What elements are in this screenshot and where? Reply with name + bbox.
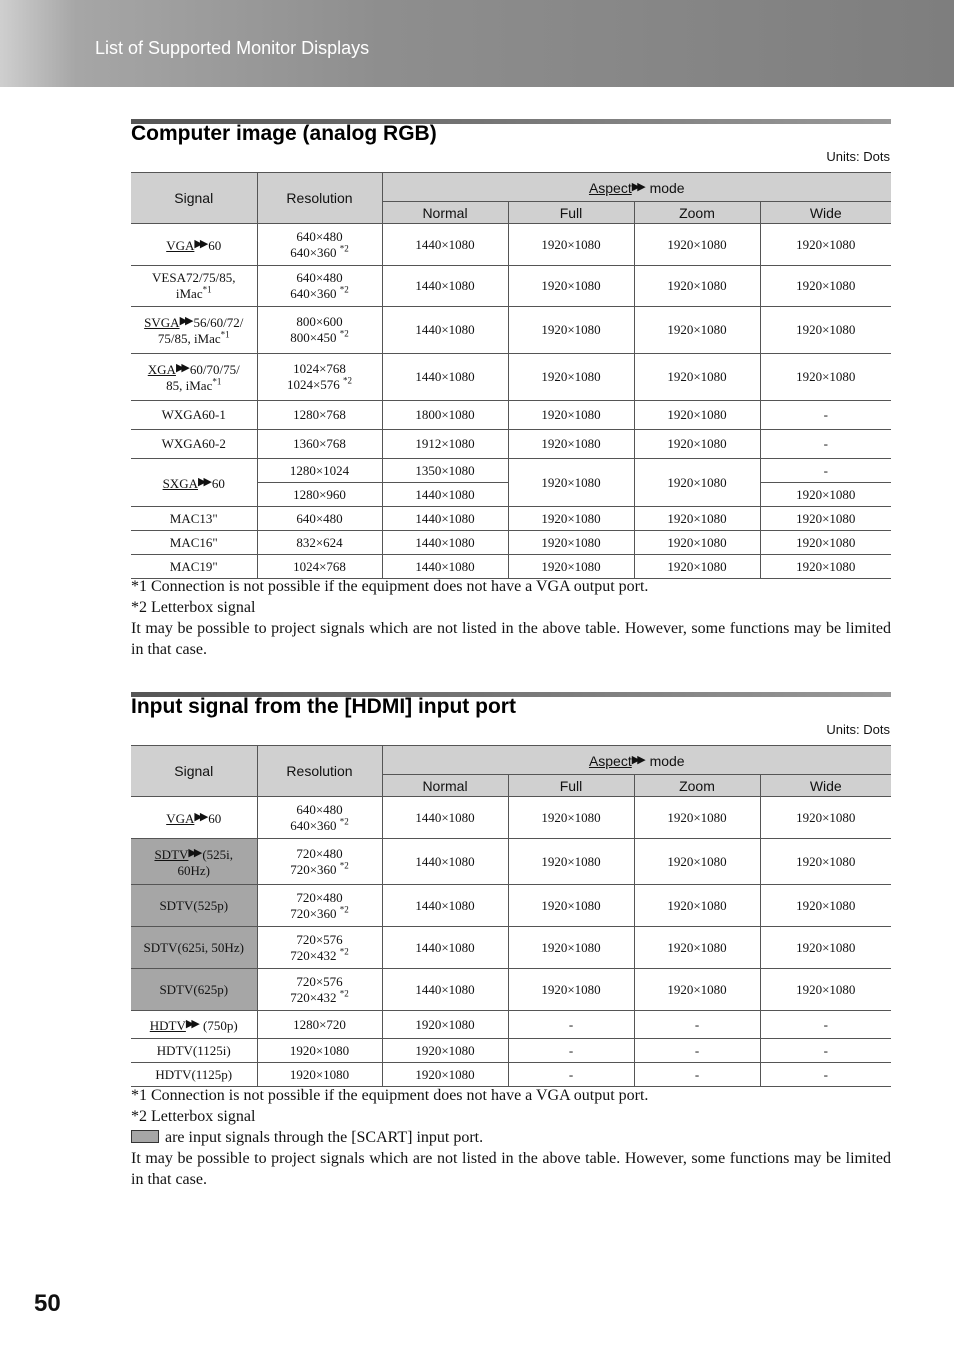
table-row: [131, 354, 891, 401]
svga-link[interactable]: SVGA: [144, 315, 180, 330]
scart-note: are input signals through the [SCART] input port.: [131, 1127, 891, 1148]
table-row: [131, 531, 891, 555]
col-wide: Wide: [760, 775, 891, 797]
resolution-cell: 1920×1080: [257, 1063, 382, 1087]
zoom-cell: 1920×1080: [634, 531, 760, 555]
col-normal: Normal: [382, 775, 508, 797]
zoom-cell: 1920×1080: [634, 555, 760, 579]
zoom-cell: 1920×1080: [634, 307, 760, 354]
wide-cell: 1920×1080: [760, 483, 891, 507]
full-cell: -: [508, 1039, 634, 1063]
double-arrow-icon: ▶▶: [194, 810, 206, 823]
resolution-cell: 1280×720: [257, 1011, 382, 1039]
vga-link[interactable]: VGA: [166, 810, 195, 826]
signal-cell: SDTV▶▶ (525i, 60Hz): [131, 839, 257, 885]
wide-cell: 1920×1080: [760, 885, 891, 927]
normal-cell: 1440×1080: [382, 307, 508, 354]
table-row: [131, 969, 891, 1011]
signal-cell: SDTV(525p): [131, 885, 257, 927]
resolution-cell: 1024×768 1024×576 $^{*2}$: [257, 354, 382, 401]
wide-cell: 1920×1080: [760, 266, 891, 307]
wide-cell: 1920×1080: [760, 224, 891, 266]
double-arrow-icon: ▶▶: [188, 846, 200, 859]
section1-units: Units: Dots: [826, 149, 890, 164]
resolution-cell: 1360×768: [257, 430, 382, 459]
normal-cell: 1440×1080: [382, 885, 508, 927]
normal-cell: 1920×1080: [382, 1063, 508, 1087]
col-signal: Signal: [131, 173, 257, 224]
col-resolution: Resolution: [257, 173, 382, 224]
normal-cell: 1440×1080: [382, 927, 508, 969]
col-full: Full: [508, 775, 634, 797]
wide-cell: 1920×1080: [760, 969, 891, 1011]
normal-cell: 1912×1080: [382, 430, 508, 459]
full-cell: 1920×1080: [508, 354, 634, 401]
zoom-cell: 1920×1080: [634, 797, 760, 839]
aspect-link[interactable]: Aspect: [588, 179, 632, 196]
signal-cell: VGA▶▶ 60: [131, 224, 257, 266]
normal-cell: 1440×1080: [382, 483, 508, 507]
full-cell: 1920×1080: [508, 224, 634, 266]
zoom-cell: 1920×1080: [634, 459, 760, 507]
table-row: [131, 1011, 891, 1039]
section2-notes: [131, 1085, 891, 1190]
table-row: [131, 507, 891, 531]
table-row: [131, 885, 891, 927]
signal-cell: MAC13": [131, 507, 257, 531]
signal-cell: VESA72/75/85, iMac$^{*1}$: [131, 266, 257, 307]
normal-cell: 1440×1080: [382, 797, 508, 839]
full-cell: 1920×1080: [508, 927, 634, 969]
normal-cell: 1800×1080: [382, 401, 508, 430]
resolution-cell: 640×480 640×360 $^{*2}$: [257, 266, 382, 307]
normal-cell: 1440×1080: [382, 839, 508, 885]
signal-cell: SXGA▶▶ 60: [131, 459, 257, 507]
zoom-cell: -: [634, 1063, 760, 1087]
table-row: [131, 266, 891, 307]
wide-cell: -: [760, 401, 891, 430]
full-cell: -: [508, 1011, 634, 1039]
signal-cell: WXGA60-2: [131, 430, 257, 459]
zoom-cell: 1920×1080: [634, 839, 760, 885]
sxga-link[interactable]: SXGA: [162, 475, 198, 491]
full-cell: 1920×1080: [508, 839, 634, 885]
zoom-cell: 1920×1080: [634, 266, 760, 307]
normal-cell: 1440×1080: [382, 354, 508, 401]
full-cell: 1920×1080: [508, 885, 634, 927]
col-aspect-mode: Aspect▶▶ mode: [382, 173, 891, 202]
signal-cell: MAC19": [131, 555, 257, 579]
aspect-link[interactable]: Aspect: [588, 752, 632, 769]
full-cell: 1920×1080: [508, 969, 634, 1011]
note-text: It may be possible to project signals which are not listed in the above table. However, some functions may be limited in that case.: [131, 620, 891, 658]
table-row: [131, 307, 891, 354]
zoom-cell: -: [634, 1039, 760, 1063]
table-row: [131, 555, 891, 579]
page-number: 50: [34, 1290, 61, 1317]
signal-cell: SDTV(625p): [131, 969, 257, 1011]
section2-units: Units: Dots: [826, 722, 890, 737]
signal-cell: HDTV(1125p): [131, 1063, 257, 1087]
scart-swatch: [131, 1130, 159, 1143]
vga-link[interactable]: VGA: [166, 237, 195, 253]
double-arrow-icon: ▶▶: [185, 1017, 197, 1030]
wide-cell: -: [760, 1011, 891, 1039]
wide-cell: 1920×1080: [760, 307, 891, 354]
signal-cell: SDTV(625i, 50Hz): [131, 927, 257, 969]
signal-cell: SVGA▶▶ 56/60/72/ 75/85, iMac$^{*1}$: [131, 307, 257, 354]
resolution-cell: 640×480 640×360 $^{*2}$: [257, 224, 382, 266]
hdtv-link[interactable]: HDTV: [149, 1017, 186, 1033]
header-title: List of Supported Monitor Displays: [95, 38, 370, 58]
full-cell: 1920×1080: [508, 555, 634, 579]
table-row: [131, 839, 891, 885]
col-signal: Signal: [131, 746, 257, 797]
wide-cell: -: [760, 430, 891, 459]
xga-link[interactable]: XGA: [147, 362, 176, 377]
section1-notes: [131, 576, 891, 660]
zoom-cell: 1920×1080: [634, 885, 760, 927]
col-resolution: Resolution: [257, 746, 382, 797]
zoom-cell: 1920×1080: [634, 354, 760, 401]
signal-cell: WXGA60-1: [131, 401, 257, 430]
col-aspect-mode: Aspect▶▶ mode: [382, 746, 891, 775]
col-full: Full: [508, 202, 634, 224]
resolution-cell: 1024×768: [257, 555, 382, 579]
footnote-2: *2 Letterbox signal: [131, 599, 256, 616]
signal-cell: HDTV▶▶ (750p): [131, 1011, 257, 1039]
col-wide: Wide: [760, 202, 891, 224]
double-arrow-icon: ▶▶: [175, 362, 187, 374]
table-row: [131, 1039, 891, 1063]
resolution-cell: 640×480: [257, 507, 382, 531]
signal-cell: MAC16": [131, 531, 257, 555]
normal-cell: 1440×1080: [382, 266, 508, 307]
normal-cell: 1440×1080: [382, 969, 508, 1011]
zoom-cell: 1920×1080: [634, 969, 760, 1011]
table-row: [131, 401, 891, 430]
col-zoom: Zoom: [634, 775, 760, 797]
wide-cell: 1920×1080: [760, 797, 891, 839]
section1-title: Computer image (analog RGB): [131, 122, 437, 145]
resolution-cell: 832×624: [257, 531, 382, 555]
zoom-cell: 1920×1080: [634, 507, 760, 531]
table-row: [131, 797, 891, 839]
zoom-cell: 1920×1080: [634, 224, 760, 266]
wide-cell: -: [760, 1039, 891, 1063]
zoom-cell: -: [634, 1011, 760, 1039]
table-row: [131, 927, 891, 969]
full-cell: 1920×1080: [508, 797, 634, 839]
full-cell: 1920×1080: [508, 401, 634, 430]
double-arrow-icon: ▶▶: [179, 315, 191, 327]
normal-cell: 1440×1080: [382, 507, 508, 531]
wide-cell: -: [760, 459, 891, 483]
note-text: It may be possible to project signals which are not listed in the above table. However, some functions may be limited in that case.: [131, 1150, 891, 1188]
wide-cell: 1920×1080: [760, 507, 891, 531]
full-cell: 1920×1080: [508, 459, 634, 507]
resolution-cell: 1280×768: [257, 401, 382, 430]
table-row: [131, 430, 891, 459]
double-arrow-icon: ▶▶: [194, 237, 206, 250]
full-cell: 1920×1080: [508, 531, 634, 555]
double-arrow-icon: ▶▶: [197, 475, 209, 488]
table-row: [131, 224, 891, 266]
col-normal: Normal: [382, 202, 508, 224]
resolution-cell: 720×576 720×432 $^{*2}$: [257, 969, 382, 1011]
wide-cell: 1920×1080: [760, 839, 891, 885]
double-arrow-icon: ▶▶: [631, 753, 643, 766]
signal-cell: XGA▶▶ 60/70/75/ 85, iMac$^{*1}$: [131, 354, 257, 401]
resolution-cell: 1280×960: [257, 483, 382, 507]
resolution-cell: 1920×1080: [257, 1039, 382, 1063]
normal-cell: 1440×1080: [382, 224, 508, 266]
wide-cell: 1920×1080: [760, 354, 891, 401]
resolution-cell: 720×480 720×360 $^{*2}$: [257, 839, 382, 885]
wide-cell: -: [760, 1063, 891, 1087]
full-cell: 1920×1080: [508, 430, 634, 459]
computer-signal-table: [131, 172, 891, 579]
full-cell: 1920×1080: [508, 507, 634, 531]
footnote-1: *1 Connection is not possible if the equipment does not have a VGA output port.: [131, 1087, 649, 1104]
footnote-1: *1 Connection is not possible if the equipment does not have a VGA output port.: [131, 578, 649, 595]
full-cell: -: [508, 1063, 634, 1087]
wide-cell: 1920×1080: [760, 927, 891, 969]
resolution-cell: 720×480 720×360 $^{*2}$: [257, 885, 382, 927]
table-row: [131, 1063, 891, 1087]
normal-cell: 1920×1080: [382, 1011, 508, 1039]
page-header: [0, 0, 954, 87]
table-row: [131, 459, 891, 483]
resolution-cell: 720×576 720×432 $^{*2}$: [257, 927, 382, 969]
normal-cell: 1920×1080: [382, 1039, 508, 1063]
wide-cell: 1920×1080: [760, 531, 891, 555]
hdmi-signal-table: [131, 745, 891, 1087]
zoom-cell: 1920×1080: [634, 927, 760, 969]
normal-cell: 1440×1080: [382, 531, 508, 555]
normal-cell: 1350×1080: [382, 459, 508, 483]
col-zoom: Zoom: [634, 202, 760, 224]
signal-cell: HDTV(1125i): [131, 1039, 257, 1063]
zoom-cell: 1920×1080: [634, 430, 760, 459]
zoom-cell: 1920×1080: [634, 401, 760, 430]
resolution-cell: 640×480 640×360 $^{*2}$: [257, 797, 382, 839]
section2-title: Input signal from the [HDMI] input port: [131, 695, 516, 718]
signal-cell: VGA▶▶ 60: [131, 797, 257, 839]
sdtv-link[interactable]: SDTV: [154, 846, 189, 862]
full-cell: 1920×1080: [508, 307, 634, 354]
double-arrow-icon: ▶▶: [631, 180, 643, 193]
resolution-cell: 1280×1024: [257, 459, 382, 483]
full-cell: 1920×1080: [508, 266, 634, 307]
footnote-2: *2 Letterbox signal: [131, 1108, 256, 1125]
wide-cell: 1920×1080: [760, 555, 891, 579]
resolution-cell: 800×600 800×450 $^{*2}$: [257, 307, 382, 354]
normal-cell: 1440×1080: [382, 555, 508, 579]
